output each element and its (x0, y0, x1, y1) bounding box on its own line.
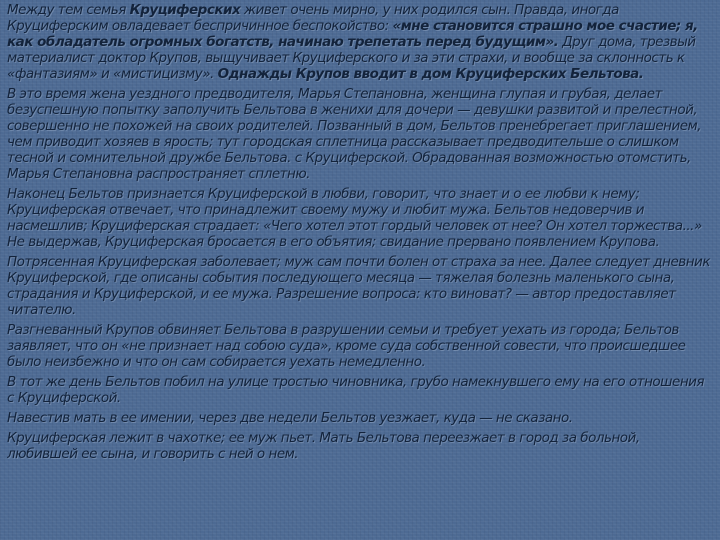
text-run: Потрясенная Круциферская заболевает; муж сам почти болен от страха за нее. Далее следует дневник Круциферской, где описаны события последующего месяца — тяжелая болезнь маленького сына, страдания и Круциферской, и ее мужа. Разрешение вопроса: кто виноват? — автор предоставляет читателю. (7, 254, 710, 318)
slide-text-body (7, 2, 713, 536)
text-run: В это время жена уездного предводителя, Марья Степановна, женщина глупая и грубая, делает безуспешную попытку заполучить Бельтова в женихи для дочери — девушки развитой и прелестной, совершенно не похожей на своих родителей. Позванный в дом, Бельтов пренебрегает приглашением, чем приводит хозяев в ярость; тут городская сплетница рассказывает предводительше о слишком тесной и сомнительной дружбе Бельтова. с Круциферской. Обрадованная возможностью отомстить, Марья Степановна распространяет сплетню. (7, 86, 702, 182)
text-run-bold: «мне становится страшно мое счастие; я, как обладатель огромных богатств, начинаю трепетать перед будущим». (7, 18, 698, 50)
paragraph-3 (7, 186, 713, 250)
text-run-bold: Однажды Крупов вводит в дом Круциферских Бельтова. (217, 66, 644, 82)
text-run: В тот же день Бельтов побил на улице тростью чиновника, грубо намекнувшего ему на его отношения с Круциферской. (7, 374, 705, 406)
text-run: Навестив мать в ее имении, через две недели Бельтов уезжает, куда — не сказано. (7, 410, 573, 426)
text-run: Разгневанный Крупов обвиняет Бельтова в разрушении семьи и требует уехать из города; Бельтов заявляет, что он «не признает над собою суда», кроме суда собственной совести, что происшедшее было неизбежно и что он сам собирается уехать немедленно. (7, 322, 686, 370)
text-run-bold: Круциферских (129, 2, 241, 18)
paragraph-5 (7, 322, 713, 370)
paragraph-6 (7, 374, 713, 406)
paragraph-4 (7, 254, 713, 318)
text-run: Наконец Бельтов признается Круциферской в любви, говорит, что знает и о ее любви к нему; Круциферская отвечает, что принадлежит своему мужу и любит мужа. Бельтов недоверчив и насмешлив; Круциферская страдает: «Чего хотел этот гордый человек от нее? Он хотел торжества...» Не выдержав, Круциферская бросается в его объятия; свидание прервано появлением Крупова. (7, 186, 702, 250)
paragraph-1 (7, 2, 713, 82)
text-run: живет очень мирно, у них родился сын. Правда, иногда Круциферским овладевает беспричинное беспокойство: (7, 2, 619, 34)
text-run: Между тем семья (7, 2, 130, 18)
paragraph-7 (7, 410, 713, 426)
text-run: Круциферская лежит в чахотке; ее муж пьет. Мать Бельтова переезжает в город за больной, любившей ее сына, и говорить с ней о нем. (7, 430, 640, 462)
paragraph-8 (7, 430, 713, 462)
paragraph-2 (7, 86, 713, 182)
text-run: Друг дома, трезвый материалист доктор Крупов, выщучивает Круциферского и за эти страхи, и вообще за склонность к «фантазиям» и «мистицизму». (7, 34, 696, 82)
